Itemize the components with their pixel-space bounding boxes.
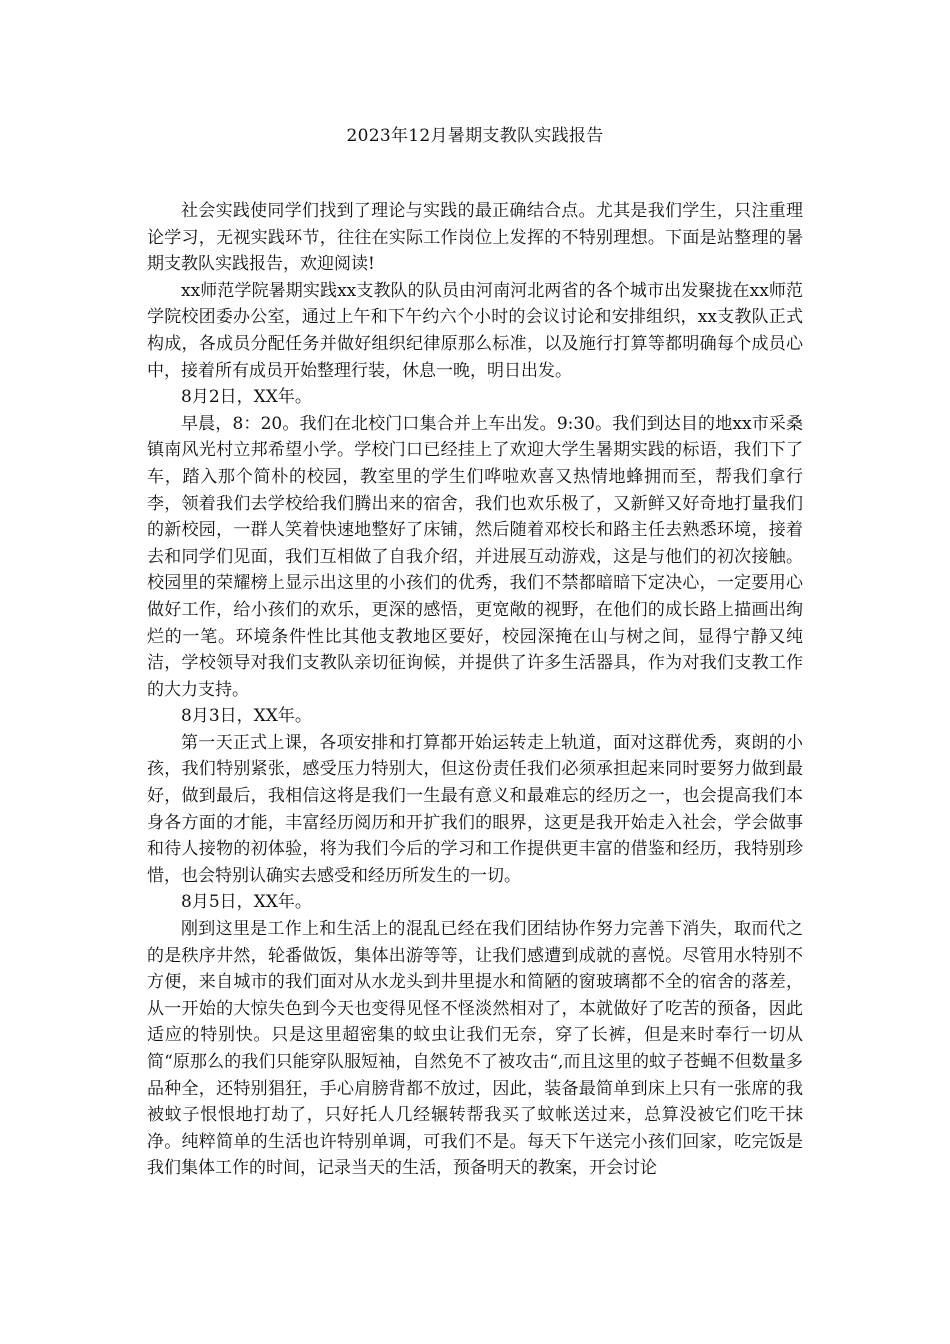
document-body	[147, 198, 803, 1182]
paragraph-intro: 社会实践使同学们找到了理论与实践的最正确结合点。尤其是我们学生，只注重理论学习，无视实践环节，往往在实际工作岗位上发挥的不特别理想。下面是站整理的暑期支教队实践报告，欢迎阅读!	[147, 201, 803, 275]
date-heading-aug-3: 8月3日，XX年。	[181, 706, 312, 727]
document-title: 2023年12月暑期支教队实践报告	[346, 126, 604, 146]
paragraph-aug-5: 刚到这里是工作上和生活上的混乱已经在我们团结协作努力完善下消失，取而代之的是秩序井然，轮番做饭，集体出游等等，让我们感遭到成就的喜悦。尽管用水特别不方便，来自城市的我们面对从水龙头到井里提水和简陋的窗玻璃都不全的宿舍的落差，从一开始的大惊失色到今天也变得见怪不怪淡然相对了，本就做好了吃苦的预备，因此适应的特别快。只是这里超密集的蚊虫让我们无奈，穿了长裤，但是来时奉行一切从简“原那么的我们只能穿队服短袖，自然免不了被攻击“,而且这里的蚊子苍蝇不但数量多品种全，还特别猖狂，手心肩膀背都不放过，因此，装备最简单到床上只有一张席的我被蚊子恨恨地打劫了，只好托人几经辗转帮我买了蚊帐送过来，总算没被它们吃干抹净。纯粹简单的生活也许特别单调，可我们不是。每天下午送完小孩们回家，吃完饭是我们集体工作的时间，记录当天的生活，预备明天的教案，开会讨论	[147, 919, 803, 1179]
date-heading-aug-5: 8月5日，XX年。	[181, 892, 312, 913]
paragraph-aug-3: 第一天正式上课，各项安排和打算都开始运转走上轨道，面对这群优秀，爽朗的小孩，我们特别紧张，感受压力特别大，但这份责任我们必须承担起来同时要努力做到最好，做到最后，我相信这将是我们一生最有意义和最难忘的经历之一，也会提高我们本身各方面的才能，丰富经历阅历和开扩我们的眼界，这更是我开始走入社会，学会做事和待人接物的初体验，将为我们今后的学习和工作提供更丰富的借鉴和经历，我特别珍惜，也会特别认确实去感受和经历所发生的一切。	[147, 732, 803, 886]
document-page	[147, 0, 803, 1182]
date-heading-aug-2: 8月2日，XX年。	[181, 387, 312, 408]
paragraph-team-formation: xx师范学院暑期实践xx支教队的队员由河南河北两省的各个城市出发聚拢在xx师范学院校团委办公室，通过上午和下午约六个小时的会议讨论和安排组织，xx支教队正式构成，各成员分配任务并做好组织纪律原那么标准，以及施行打算等都明确每个成员心中，接着所有成员开始整理行装，休息一晚，明日出发。	[147, 280, 803, 381]
paragraph-aug-2: 早晨，8：20。我们在北校门口集合并上车出发。9:30。我们到达目的地xx市采桑镇南风光村立邦希望小学。学校门口已经挂上了欢迎大学生暑期实践的标语，我们下了车，踏入那个简朴的校园，教室里的学生们哗啦欢喜又热情地蜂拥而至，帮我们拿行李，领着我们去学校给我们腾出来的宿舍，我们也欢乐极了，又新鲜又好奇地打量我们的新校园，一群人笑着快速地整好了床铺，然后随着邓校长和路主任去熟悉环境，接着去和同学们见面，我们互相做了自我介绍，并进展互动游戏，这是与他们的初次接触。校园里的荣耀榜上显示出这里的小孩们的优秀，我们不禁都暗暗下定决心，一定要用心做好工作，给小孩们的欢乐，更深的感悟，更宽敞的视野，在他们的成长路上描画出绚烂的一笔。环境条件性比其他支教地区要好，校园深掩在山与树之间，显得宁静又纯洁，学校领导对我们支教队亲切征询候，并提供了许多生活器具，作为对我们支教工作的大力支持。	[147, 413, 803, 700]
